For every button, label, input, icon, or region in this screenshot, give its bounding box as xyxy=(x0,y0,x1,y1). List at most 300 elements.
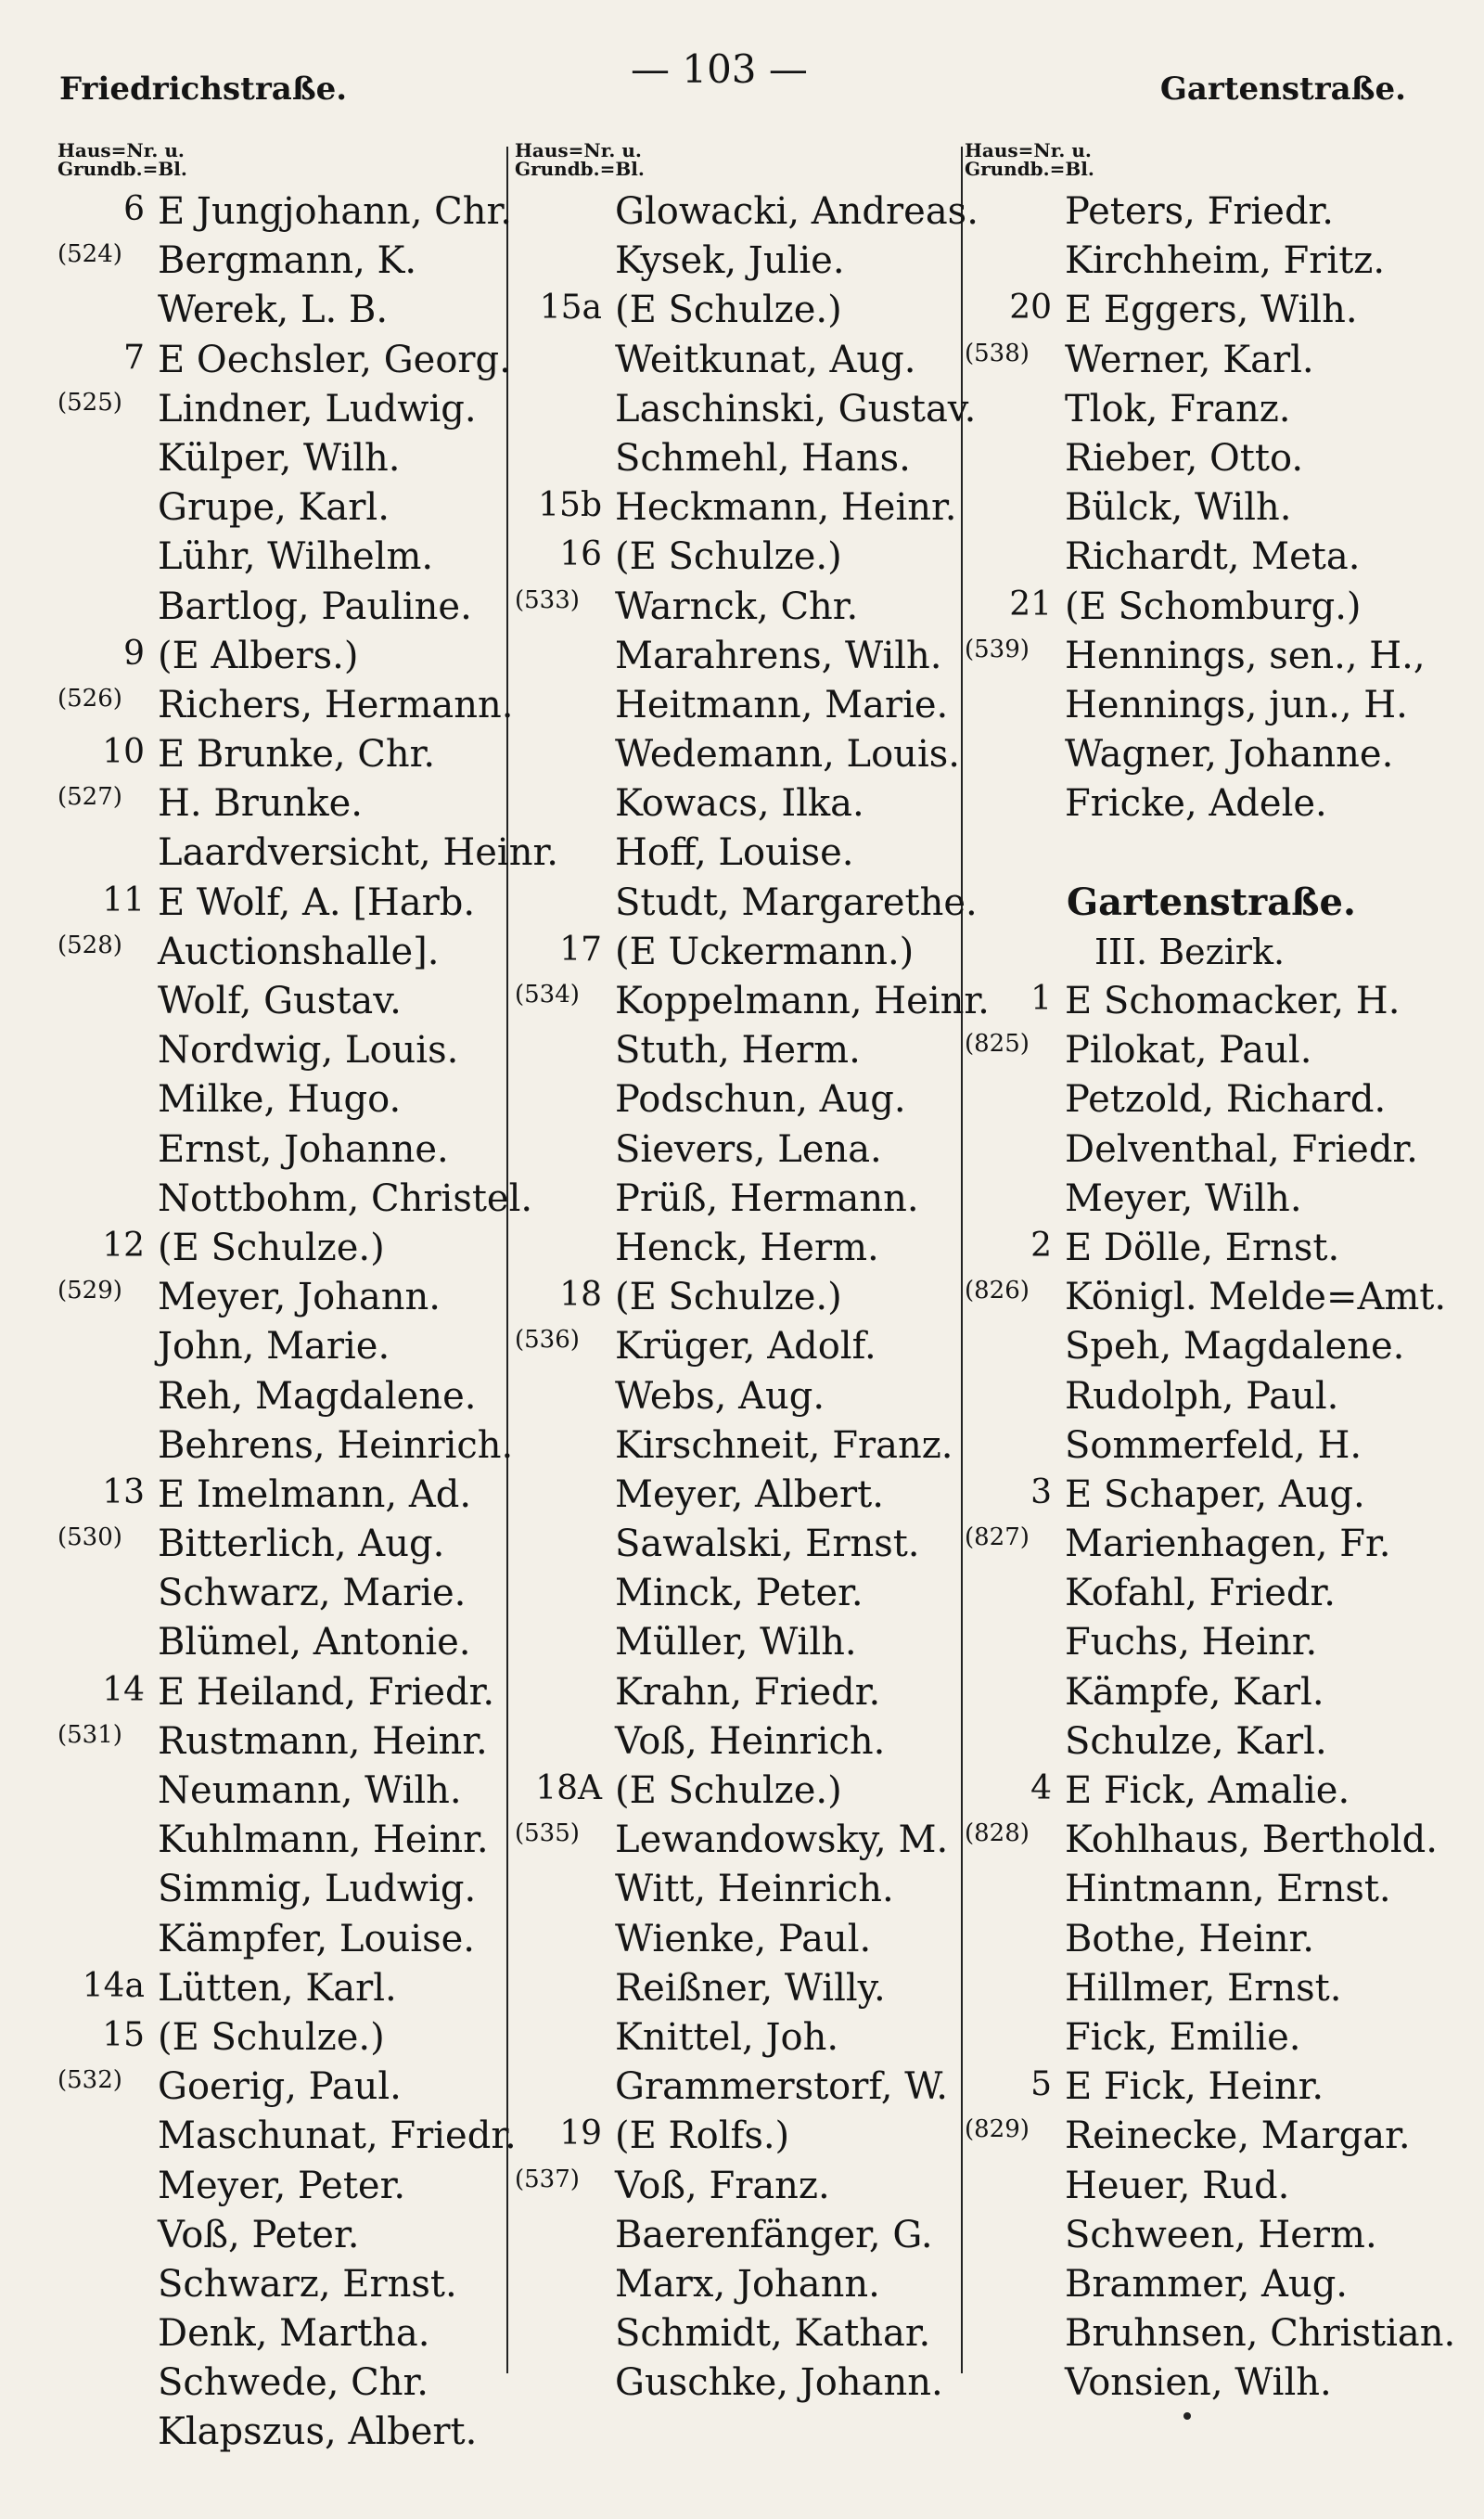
entry-number-cell xyxy=(515,534,615,584)
directory-entry xyxy=(965,189,1447,238)
entry-number-cell xyxy=(965,2064,1065,2114)
resident-name: Grupe, Karl. xyxy=(158,486,390,530)
resident-name: Bothe, Heinr. xyxy=(1065,1917,1314,1960)
resident-name: Kohlhaus, Berthold. xyxy=(1065,1819,1438,1862)
entry-number-cell xyxy=(965,683,1065,732)
resident-name: Meyer, Johann. xyxy=(158,1276,441,1319)
resident-name: Tlok, Franz. xyxy=(1065,387,1291,431)
entry-number-cell xyxy=(58,2360,158,2410)
entry-number-cell xyxy=(965,1374,1065,1423)
directory-entry xyxy=(515,732,960,781)
directory-entry xyxy=(58,2015,503,2064)
column-header xyxy=(965,141,1447,189)
directory-entry xyxy=(515,387,977,436)
resident-name: (E Schulze.) xyxy=(158,1226,385,1269)
resident-name: Rustmann, Heinr. xyxy=(158,1719,488,1763)
entry-number-cell xyxy=(965,2015,1065,2064)
house-number: 15a xyxy=(539,289,602,328)
directory-entry xyxy=(58,1226,503,1275)
resident-name: Nordwig, Louis. xyxy=(158,1029,459,1073)
directory-entry xyxy=(515,1571,960,1620)
resident-name: (E Schomburg.) xyxy=(1065,585,1362,628)
resident-name: Schulze, Karl. xyxy=(1065,1719,1327,1763)
directory-entry xyxy=(965,1324,1447,1373)
entry-number-cell xyxy=(58,1867,158,1916)
land-register-number: (533) xyxy=(515,585,580,614)
directory-entry xyxy=(515,436,960,485)
entry-number-cell xyxy=(965,1867,1065,1916)
resident-name: (E Schulze.) xyxy=(615,535,842,579)
house-number: 11 xyxy=(102,880,145,919)
land-register-number: (527) xyxy=(58,783,122,812)
resident-name: Werek, L. B. xyxy=(158,289,389,332)
entry-number-cell xyxy=(965,1719,1065,1768)
entry-number-cell xyxy=(58,338,158,387)
resident-name: (E Rolfs.) xyxy=(615,2114,790,2158)
directory-entry xyxy=(58,634,503,683)
resident-name: Marienhagen, Fr. xyxy=(1065,1523,1391,1566)
house-number: 6 xyxy=(123,190,145,228)
resident-name: Delventhal, Friedr. xyxy=(1065,1127,1418,1171)
house-number: 19 xyxy=(559,2114,602,2153)
directory-entry xyxy=(58,1275,503,1324)
entry-number-cell xyxy=(58,880,158,930)
resident-name: Kämpfe, Karl. xyxy=(1065,1670,1324,1714)
resident-name: Heuer, Rud. xyxy=(1065,2164,1290,2207)
resident-name: Hoff, Louise. xyxy=(615,831,854,875)
page-header xyxy=(0,46,1484,111)
directory-entry xyxy=(58,683,514,732)
resident-name: Reißner, Willy. xyxy=(615,1966,886,2010)
land-register-number: (538) xyxy=(965,339,1030,367)
entry-number-cell xyxy=(515,2213,615,2262)
entry-number-cell xyxy=(965,1917,1065,1966)
entry-number-cell xyxy=(965,1077,1065,1126)
entry-number-cell xyxy=(58,1818,158,1867)
directory-entry xyxy=(58,2213,503,2262)
directory-entry xyxy=(965,436,1447,485)
resident-name: Blümel, Antonie. xyxy=(158,1621,471,1664)
entry-number-cell xyxy=(965,732,1065,781)
entry-number-cell xyxy=(515,1719,615,1768)
directory-entry xyxy=(965,1620,1447,1669)
resident-name: Hennings, jun., H. xyxy=(1065,683,1408,726)
entry-number-cell xyxy=(965,534,1065,584)
resident-name: (E Uckermann.) xyxy=(615,930,915,973)
house-number: 15b xyxy=(538,486,602,525)
house-number: 7 xyxy=(123,338,145,377)
directory-entry xyxy=(965,1522,1447,1571)
entry-number-cell xyxy=(515,781,615,830)
resident-name: Rieber, Otto. xyxy=(1065,436,1304,480)
entry-number-cell xyxy=(58,387,158,436)
resident-name: Wolf, Gustav. xyxy=(158,980,402,1022)
resident-name: Bitterlich, Aug. xyxy=(158,1523,445,1566)
column-header-line: Haus=Nr. u. xyxy=(965,139,1092,161)
directory-entry xyxy=(965,979,1447,1028)
directory-entry xyxy=(515,534,960,584)
directory-entry xyxy=(515,2015,960,2064)
directory-entry xyxy=(965,485,1447,534)
entry-number-cell xyxy=(58,1324,158,1373)
entry-number-cell xyxy=(515,683,615,732)
resident-name: Hillmer, Ernst. xyxy=(1065,1966,1342,2010)
entry-number-cell xyxy=(58,2410,158,2459)
directory-entry xyxy=(58,2311,503,2360)
directory-entry xyxy=(58,1324,503,1373)
resident-name: Weitkunat, Aug. xyxy=(615,338,916,381)
directory-entry xyxy=(515,2360,960,2410)
directory-entry xyxy=(515,1226,960,1275)
house-number: 15 xyxy=(102,2015,145,2054)
entry-number-cell xyxy=(58,2262,158,2311)
resident-name: Henck, Herm. xyxy=(615,1226,879,1269)
entry-number-cell xyxy=(515,1226,615,1275)
directory-entry xyxy=(515,1324,960,1373)
resident-name: Hennings, sen., H., xyxy=(1065,634,1426,677)
resident-name: Königl. Melde=Amt. xyxy=(1065,1276,1447,1319)
resident-name: Brammer, Aug. xyxy=(1065,2262,1349,2306)
directory-entry xyxy=(965,2262,1447,2311)
house-number: 3 xyxy=(1030,1472,1052,1511)
entry-number-cell xyxy=(515,732,615,781)
resident-name: (E Schulze.) xyxy=(158,2015,385,2059)
entry-number-cell xyxy=(515,1571,615,1620)
directory-entry xyxy=(515,979,990,1028)
directory-entry xyxy=(58,238,503,288)
resident-name: Neumann, Wilh. xyxy=(158,1769,462,1812)
resident-name: Wienke, Paul. xyxy=(615,1917,872,1960)
entry-number-cell xyxy=(515,1522,615,1571)
directory-entry xyxy=(58,732,503,781)
directory-entry xyxy=(965,2015,1447,2064)
directory-entry xyxy=(58,1176,533,1226)
entry-number-cell xyxy=(58,534,158,584)
entry-number-cell xyxy=(58,781,158,830)
resident-name: Milke, Hugo. xyxy=(158,1078,402,1122)
entry-number-cell xyxy=(58,2311,158,2360)
directory-entry xyxy=(965,1176,1447,1226)
entry-number-cell xyxy=(965,2262,1065,2311)
directory-entry xyxy=(515,189,979,238)
entry-number-cell xyxy=(515,2015,615,2064)
directory-entry xyxy=(515,2114,960,2163)
entry-number-cell xyxy=(515,1028,615,1077)
directory-column-3 xyxy=(965,139,1456,2461)
entry-number-cell xyxy=(58,634,158,683)
directory-entry xyxy=(515,1917,960,1966)
resident-name: Sawalski, Ernst. xyxy=(615,1523,920,1566)
entry-number-cell xyxy=(965,979,1065,1028)
entry-number-cell xyxy=(515,1127,615,1176)
directory-entry xyxy=(965,1768,1447,1818)
land-register-number: (826) xyxy=(965,1277,1030,1305)
directory-entry xyxy=(58,2164,503,2213)
resident-name: Rudolph, Paul. xyxy=(1065,1374,1339,1418)
resident-name: Petzold, Richard. xyxy=(1065,1078,1387,1122)
entry-number-cell xyxy=(58,1176,158,1226)
resident-name: H. Brunke. xyxy=(158,782,363,826)
directory-entry xyxy=(965,1127,1447,1176)
entry-number-cell xyxy=(58,189,158,238)
resident-name: E Imelmann, Ad. xyxy=(158,1472,472,1516)
resident-name: Müller, Wilh. xyxy=(615,1621,857,1664)
directory-entry xyxy=(965,1571,1447,1620)
land-register-number: (537) xyxy=(515,2165,580,2193)
entry-number-cell xyxy=(58,436,158,485)
printer-mark xyxy=(1183,2412,1191,2420)
entry-number-cell xyxy=(965,1670,1065,1719)
directory-entry xyxy=(515,2164,960,2213)
directory-entry xyxy=(965,1670,1447,1719)
column-header-line: Haus=Nr. u. xyxy=(515,139,642,161)
resident-name: Lütten, Karl. xyxy=(158,1966,397,2010)
resident-name: Laschinski, Gustav. xyxy=(615,387,977,431)
directory-entry xyxy=(515,2311,960,2360)
resident-name: Klapszus, Albert. xyxy=(158,2410,478,2454)
entry-number-cell xyxy=(58,1620,158,1669)
entry-number-cell xyxy=(965,781,1065,830)
land-register-number: (825) xyxy=(965,1030,1030,1059)
resident-name: E Fick, Amalie. xyxy=(1065,1769,1350,1812)
resident-name: Maschunat, Friedr. xyxy=(158,2114,517,2158)
house-number: 4 xyxy=(1030,1769,1052,1807)
entry-number-cell xyxy=(965,585,1065,634)
entry-number-cell xyxy=(515,979,615,1028)
entry-number-cell xyxy=(965,1423,1065,1472)
entry-number-cell xyxy=(515,2114,615,2163)
resident-name: Pilokat, Paul. xyxy=(1065,1029,1312,1073)
entry-number-cell xyxy=(965,1028,1065,1077)
directory-entry xyxy=(515,1374,960,1423)
entry-number-cell xyxy=(965,1522,1065,1571)
resident-name: Wagner, Johanne. xyxy=(1065,733,1394,777)
resident-name: Nottbohm, Christel. xyxy=(158,1176,533,1220)
land-register-number: (827) xyxy=(965,1523,1030,1552)
directory-entry xyxy=(58,880,503,930)
directory-entry xyxy=(515,1818,960,1867)
directory-entry xyxy=(515,1275,960,1324)
resident-name: Glowacki, Andreas. xyxy=(615,190,979,233)
directory-entry xyxy=(58,1423,514,1472)
resident-name: Grammerstorf, W. xyxy=(615,2065,949,2109)
directory-entry xyxy=(58,1818,503,1867)
entry-number-cell xyxy=(515,1275,615,1324)
entry-number-cell xyxy=(58,930,158,979)
directory-entry xyxy=(58,830,558,880)
resident-name: Kuhlmann, Heinr. xyxy=(158,1819,489,1862)
resident-name: Wedemann, Louis. xyxy=(615,733,960,777)
resident-name: Heckmann, Heinr. xyxy=(615,486,957,530)
house-number: 21 xyxy=(1009,585,1052,623)
directory-entry xyxy=(58,930,503,979)
entry-number-cell xyxy=(965,1620,1065,1669)
directory-entry xyxy=(58,534,503,584)
resident-name: Meyer, Peter. xyxy=(158,2164,406,2207)
entry-number-cell xyxy=(58,288,158,337)
resident-name: Kysek, Julie. xyxy=(615,239,845,283)
land-register-number: (524) xyxy=(58,240,122,269)
entry-number-cell xyxy=(965,1275,1065,1324)
resident-name: Schween, Herm. xyxy=(1065,2213,1377,2256)
resident-name: E Fick, Heinr. xyxy=(1065,2065,1324,2109)
resident-name: Voß, Peter. xyxy=(158,2213,360,2256)
entry-number-cell xyxy=(965,436,1065,485)
directory-entry xyxy=(515,781,960,830)
directory-entry xyxy=(965,732,1447,781)
entry-number-cell xyxy=(515,1867,615,1916)
entry-number-cell xyxy=(965,387,1065,436)
entry-number-cell xyxy=(515,930,615,979)
house-number: 17 xyxy=(559,930,602,969)
column-header-line: Haus=Nr. u. xyxy=(58,139,185,161)
resident-name: Schwarz, Ernst. xyxy=(158,2262,457,2306)
directory-entry xyxy=(515,2262,960,2311)
entry-number-cell xyxy=(515,2262,615,2311)
directory-column-2 xyxy=(515,139,990,2461)
entry-number-cell xyxy=(965,189,1065,238)
resident-name: Fuchs, Heinr. xyxy=(1065,1621,1318,1664)
directory-entry xyxy=(515,1028,960,1077)
resident-name: Vonsien, Wilh. xyxy=(1065,2361,1332,2405)
resident-name: Laardversicht, Heinr. xyxy=(158,831,558,875)
resident-name: Reh, Magdalene. xyxy=(158,1374,477,1418)
directory-entry xyxy=(515,338,960,387)
resident-name: Heitmann, Marie. xyxy=(615,683,949,726)
column-header-line: Grundb.=Bl. xyxy=(58,158,187,180)
resident-name: Lewandowsky, M. xyxy=(615,1819,949,1862)
entry-number-cell xyxy=(58,2164,158,2213)
entry-number-cell xyxy=(965,1966,1065,2015)
resident-name: Richardt, Meta. xyxy=(1065,535,1361,579)
house-number: 5 xyxy=(1030,2065,1052,2104)
entry-number-cell xyxy=(58,485,158,534)
resident-name: Kirschneit, Franz. xyxy=(615,1423,953,1467)
resident-name: (E Schulze.) xyxy=(615,289,842,332)
entry-number-cell xyxy=(515,1620,615,1669)
directory-entry xyxy=(58,1127,503,1176)
entry-number-cell xyxy=(515,1818,615,1867)
column-header-line: Grundb.=Bl. xyxy=(515,158,645,180)
land-register-number: (531) xyxy=(58,1720,122,1749)
directory-entry xyxy=(965,2311,1456,2360)
directory-entry xyxy=(58,979,503,1028)
entry-number-cell xyxy=(965,634,1065,683)
directory-entry xyxy=(515,1768,960,1818)
land-register-number: (529) xyxy=(58,1277,122,1305)
directory-entry xyxy=(58,387,503,436)
resident-name: Fick, Emilie. xyxy=(1065,2015,1301,2059)
entry-number-cell xyxy=(58,238,158,288)
resident-name: Knittel, Joh. xyxy=(615,2015,839,2059)
directory-entry xyxy=(58,1768,503,1818)
directory-entry xyxy=(58,288,503,337)
directory-entry xyxy=(58,1620,503,1669)
land-register-number: (534) xyxy=(515,981,580,1009)
entry-number-cell xyxy=(515,436,615,485)
directory-entry xyxy=(58,1077,503,1126)
directory-entry xyxy=(58,781,503,830)
directory-entry xyxy=(58,1966,503,2015)
resident-name: Meyer, Albert. xyxy=(615,1472,884,1516)
resident-name: Voß, Franz. xyxy=(615,2164,830,2207)
directory-entry xyxy=(965,338,1447,387)
resident-name: (E Schulze.) xyxy=(615,1769,842,1812)
entry-number-cell xyxy=(58,1423,158,1472)
entry-number-cell xyxy=(965,2360,1065,2410)
resident-name: Guschke, Johann. xyxy=(615,2361,943,2405)
entry-number-cell xyxy=(58,2114,158,2163)
entry-number-cell xyxy=(58,1966,158,2015)
directory-entry xyxy=(965,2164,1447,2213)
column-rule xyxy=(961,147,963,2373)
resident-name: Webs, Aug. xyxy=(615,1374,825,1418)
resident-name: Kirchheim, Fritz. xyxy=(1065,239,1386,283)
directory-entry xyxy=(515,1966,960,2015)
land-register-number: (528) xyxy=(58,931,122,959)
entry-number-cell xyxy=(515,1324,615,1373)
directory-entry xyxy=(965,387,1447,436)
resident-name: Studt, Margarethe. xyxy=(615,880,978,924)
resident-name: Krahn, Friedr. xyxy=(615,1670,881,1714)
house-number: 13 xyxy=(102,1472,145,1511)
land-register-number: (539) xyxy=(965,635,1030,663)
directory-entry xyxy=(58,1522,503,1571)
entry-number-cell xyxy=(515,189,615,238)
entry-number-cell xyxy=(58,2213,158,2262)
land-register-number: (535) xyxy=(515,1819,580,1848)
resident-name: Sommerfeld, H. xyxy=(1065,1423,1362,1467)
directory-entry xyxy=(58,1374,503,1423)
directory-entry xyxy=(965,1719,1447,1768)
entry-number-cell xyxy=(58,1472,158,1522)
resident-name: Witt, Heinrich. xyxy=(615,1868,894,1911)
entry-number-cell xyxy=(965,1127,1065,1176)
entry-number-cell xyxy=(515,2064,615,2114)
entry-number-cell xyxy=(965,238,1065,288)
directory-entry xyxy=(58,485,503,534)
entry-number-cell xyxy=(965,2114,1065,2163)
resident-name: (E Schulze.) xyxy=(615,1276,842,1319)
directory-entry xyxy=(965,683,1447,732)
directory-entry xyxy=(515,880,978,930)
entry-number-cell xyxy=(58,1275,158,1324)
entry-number-cell xyxy=(515,2164,615,2213)
directory-entry xyxy=(515,1719,960,1768)
entry-number-cell xyxy=(515,880,615,930)
directory-entry xyxy=(965,1077,1447,1126)
house-number: 18 xyxy=(559,1276,602,1315)
resident-name: Kämpfer, Louise. xyxy=(158,1917,476,1960)
resident-name: Goerig, Paul. xyxy=(158,2065,402,2109)
column-rule xyxy=(506,147,508,2373)
directory-entry xyxy=(58,338,511,387)
house-number: 16 xyxy=(559,535,602,574)
directory-entry xyxy=(58,1719,503,1768)
resident-name: E Schaper, Aug. xyxy=(1065,1472,1365,1516)
house-number: 2 xyxy=(1030,1226,1052,1265)
directory-entry xyxy=(58,1571,503,1620)
entry-number-cell xyxy=(515,830,615,880)
entry-number-cell xyxy=(515,585,615,634)
resident-name: Werner, Karl. xyxy=(1065,338,1314,381)
resident-name: Behrens, Heinrich. xyxy=(158,1423,514,1467)
resident-name: Voß, Heinrich. xyxy=(615,1719,886,1763)
entry-number-cell xyxy=(58,1571,158,1620)
land-register-number: (525) xyxy=(58,388,122,417)
land-register-number: (829) xyxy=(965,2115,1030,2144)
entry-number-cell xyxy=(965,2213,1065,2262)
